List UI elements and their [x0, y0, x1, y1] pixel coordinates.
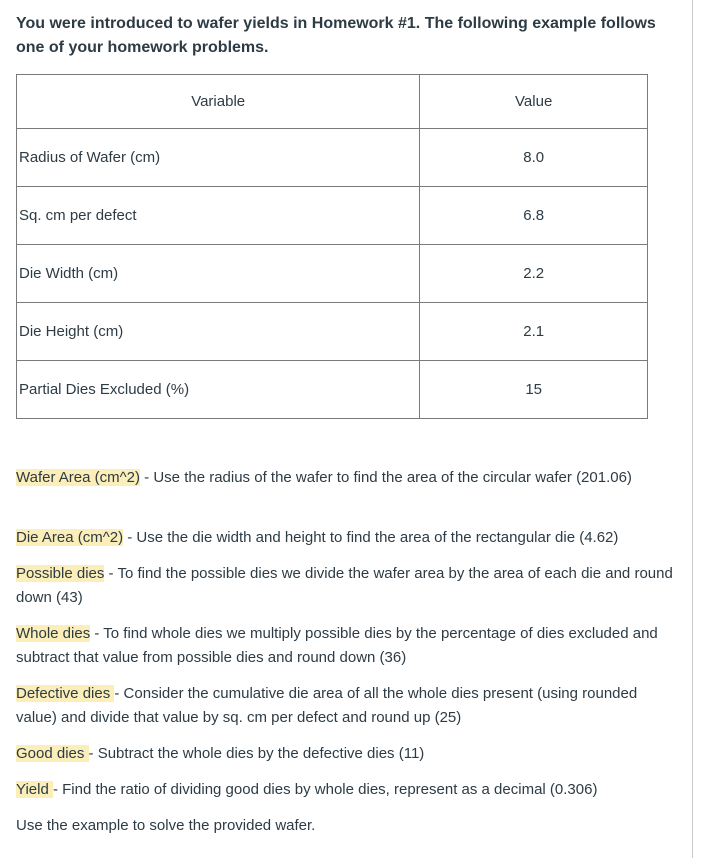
variable-name-cell: Radius of Wafer (cm) — [17, 129, 420, 187]
step-description: - Subtract the whole dies by the defective dies (11) — [88, 745, 425, 762]
table-row — [17, 361, 648, 419]
step-possible-dies — [16, 562, 676, 609]
step-wafer-area — [16, 466, 676, 490]
variable-value-cell: 2.1 — [420, 303, 648, 361]
step-term-highlight: Possible dies — [16, 565, 105, 582]
variable-name-cell: Die Height (cm) — [17, 303, 420, 361]
variable-name-cell: Die Width (cm) — [17, 245, 420, 303]
variables-table — [16, 74, 648, 419]
variable-value-cell: 8.0 — [420, 129, 648, 187]
table-row — [17, 303, 648, 361]
step-defective-dies — [16, 682, 676, 729]
table-row — [17, 129, 648, 187]
variable-value-cell: 6.8 — [420, 187, 648, 245]
table-header-row — [17, 75, 648, 129]
step-term-highlight: Die Area (cm^2) — [16, 529, 124, 546]
page-right-border — [692, 0, 693, 858]
step-term-highlight: Yield — [16, 781, 53, 798]
intro-paragraph: You were introduced to wafer yields in Homework #1. The following example follows one of your homework problems. — [16, 15, 656, 56]
step-description: - Consider the cumulative die area of all the whole dies present (using rounded value) and divide that value by sq. cm per defect and round up (25) — [16, 685, 638, 726]
step-die-area — [16, 526, 676, 550]
step-good-dies — [16, 742, 676, 766]
step-description: - Use the radius of the wafer to find the area of the circular wafer (201.06) — [140, 469, 632, 486]
closing-instruction: Use the example to solve the provided wafer. — [16, 817, 316, 834]
step-whole-dies — [16, 622, 676, 669]
variable-name-cell: Sq. cm per defect — [17, 187, 420, 245]
variable-value-cell: 15 — [420, 361, 648, 419]
step-yield — [16, 778, 676, 802]
variable-value-cell: 2.2 — [420, 245, 648, 303]
step-description: - Use the die width and height to find the area of the rectangular die (4.62) — [123, 529, 619, 546]
step-description: - To find whole dies we multiply possible dies by the percentage of dies excluded and subtract that value from possible dies and round down (36) — [16, 625, 658, 666]
variable-column-header: Variable — [17, 75, 420, 129]
step-term-highlight: Defective dies — [16, 685, 115, 702]
variable-name-cell: Partial Dies Excluded (%) — [17, 361, 420, 419]
step-term-highlight: Whole dies — [16, 625, 91, 642]
step-description: - Find the ratio of dividing good dies by whole dies, represent as a decimal (0.306) — [52, 781, 598, 798]
step-term-highlight: Wafer Area (cm^2) — [16, 469, 141, 486]
table-row — [17, 187, 648, 245]
step-term-highlight: Good dies — [16, 745, 89, 762]
value-column-header: Value — [420, 75, 648, 129]
step-description: - To find the possible dies we divide the wafer area by the area of each die and round down (43) — [16, 565, 673, 606]
table-row — [17, 245, 648, 303]
